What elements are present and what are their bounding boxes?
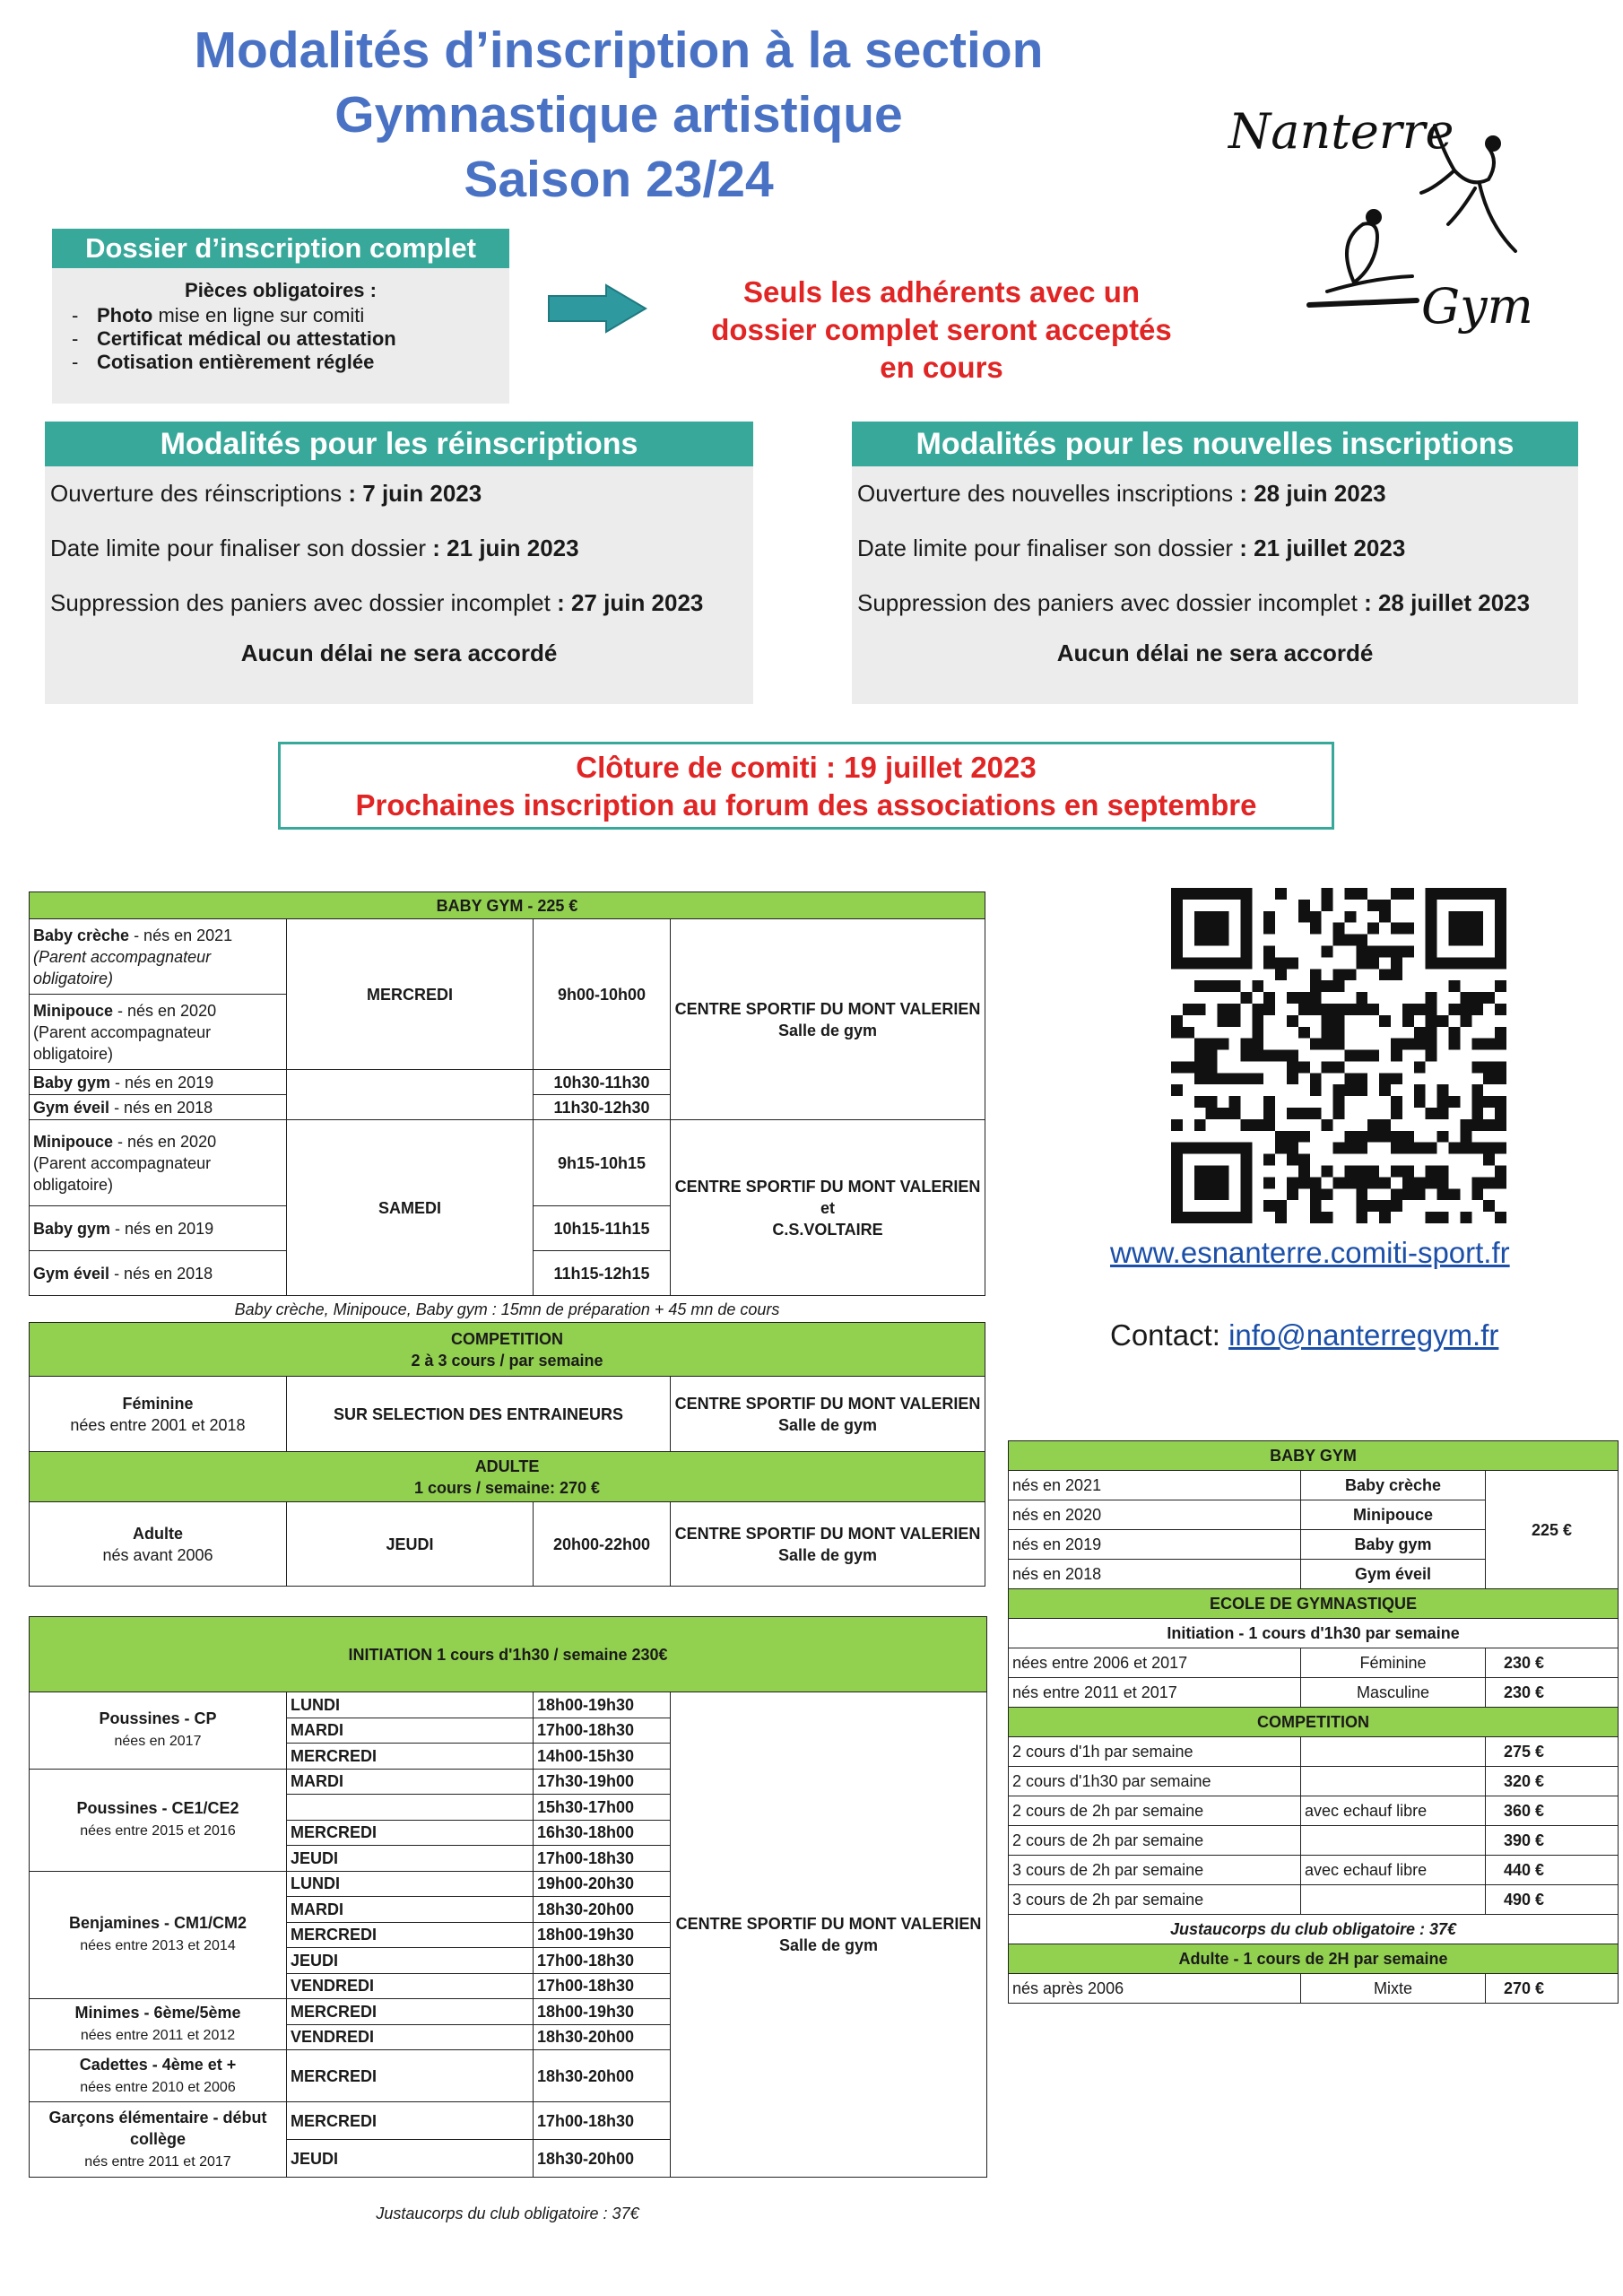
table-cell: 2 cours d'1h30 par semaine (1009, 1767, 1301, 1796)
dossier-subheading: Pièces obligatoires : (185, 279, 377, 301)
day-cell: MERCREDI (287, 1820, 534, 1846)
time-cell: 14h00-15h30 (534, 1744, 671, 1770)
day-cell (287, 1070, 534, 1120)
table-row: nés en 2019 (1009, 1530, 1301, 1560)
table-row: Minipouce - nés en 2020 (Parent accompagnateur obligatoire) (30, 1120, 287, 1206)
price-cell: 360 € (1486, 1796, 1619, 1826)
dossier-item: - Certificat médical ou attestation (72, 327, 396, 350)
table-cell: 2 cours d'1h par semaine (1009, 1737, 1301, 1767)
table-row: nés en 2020 (1009, 1500, 1301, 1530)
day-cell: VENDREDI (287, 1973, 534, 1999)
price-cell: 270 € (1486, 1974, 1619, 2004)
table-row: nés après 2006 (1009, 1974, 1301, 2004)
club-logo (1219, 99, 1569, 350)
price-cell: 230 € (1486, 1678, 1619, 1708)
nouvelles-line: Ouverture des nouvelles inscriptions : 28 juin 2023 (857, 480, 1386, 507)
reinscriptions-footer: Aucun délai ne sera accordé (240, 639, 558, 666)
table-row: Baby crèche - nés en 2021 (Parent accompagnateur obligatoire) (30, 919, 287, 995)
place-cell: CENTRE SPORTIF DU MONT VALERIEN Salle de gym (671, 919, 985, 1120)
time-cell: 20h00-22h00 (534, 1502, 671, 1587)
table-cell: 3 cours de 2h par semaine (1009, 1885, 1301, 1915)
group-cell: Poussines - CE1/CE2 nées entre 2015 et 2016 (30, 1769, 287, 1871)
table-row: Minipouce (1301, 1500, 1486, 1530)
tarifs-justaucorps: Justaucorps du club obligatoire : 37€ (1009, 1915, 1619, 1944)
reinscriptions-line: Date limite pour finaliser son dossier : 21 juin 2023 (50, 535, 579, 561)
page-title (108, 18, 1130, 212)
table-row: Baby gym (1301, 1530, 1486, 1560)
table-cell: avec echauf libre (1301, 1796, 1486, 1826)
time-cell: 17h30-19h00 (534, 1769, 671, 1795)
reinscriptions-panel (45, 422, 753, 704)
table-row: nés en 2018 (1009, 1560, 1301, 1589)
table-row: Minipouce - nés en 2020 (Parent accompagnateur obligatoire) (30, 995, 287, 1070)
dossier-heading: Dossier d’inscription complet (52, 229, 509, 268)
day-cell: JEUDI (287, 2140, 534, 2178)
nouvelles-footer: Aucun délai ne sera accordé (1056, 639, 1374, 666)
day-cell (287, 1795, 534, 1821)
complete-dossier-warning: Seuls les adhérents avec un dossier complet seront acceptés en cours (711, 275, 1172, 384)
nouvelles-heading: Modalités pour les nouvelles inscriptions (852, 422, 1578, 466)
table-row: Baby gym - nés en 2019 (30, 1070, 287, 1095)
baby-gym-header: BABY GYM - 225 € (30, 892, 985, 919)
day-cell: MERCREDI (287, 2050, 534, 2102)
table-row: nées entre 2006 et 2017 (1009, 1648, 1301, 1678)
place-cell: CENTRE SPORTIF DU MONT VALERIEN Salle de gym (671, 1502, 985, 1587)
price-cell: 390 € (1486, 1826, 1619, 1856)
time-cell: 19h00-20h30 (534, 1871, 671, 1897)
contact-email-link[interactable]: info@nanterregym.fr (1228, 1318, 1499, 1352)
time-cell: 17h00-18h30 (534, 1846, 671, 1872)
price-cell: 230 € (1486, 1648, 1619, 1678)
group-cell: Garçons élémentaire - début collège nés entre 2011 et 2017 (30, 2102, 287, 2178)
group-cell: Minimes - 6ème/5ème nées entre 2011 et 2012 (30, 1999, 287, 2050)
contact-line: Contact: info@nanterregym.fr (1110, 1318, 1499, 1352)
price-cell: 275 € (1486, 1737, 1619, 1767)
table-row: nés entre 2011 et 2017 (1009, 1678, 1301, 1708)
table-row (1009, 1767, 1619, 1796)
day-cell: MARDI (287, 1769, 534, 1795)
table-row: Gym éveil - nés en 2018 (30, 1251, 287, 1296)
nouvelles-line: Date limite pour finaliser son dossier : 21 juillet 2023 (857, 535, 1406, 561)
dossier-panel (52, 229, 509, 404)
table-row (1009, 1856, 1619, 1885)
reinscriptions-line: Ouverture des réinscriptions : 7 juin 2023 (50, 480, 482, 507)
initiation-footnote: Justaucorps du club obligatoire : 37€ (376, 2205, 639, 2222)
group-cell: Benjamines - CM1/CM2 nées entre 2013 et 2014 (30, 1871, 287, 1999)
qr-code-icon[interactable] (1171, 888, 1506, 1223)
baby-note: Baby crèche, Minipouce, Baby gym : 15mn de préparation + 45 mn de cours (30, 1296, 985, 1323)
table-row (30, 1692, 987, 1718)
table-cell (1301, 1885, 1486, 1915)
day-cell: MERCREDI (287, 1999, 534, 2025)
time-cell: 10h30-11h30 (534, 1070, 671, 1095)
initiation-header: INITIATION 1 cours d'1h30 / semaine 230€ (30, 1617, 987, 1692)
time-cell: 17h00-18h30 (534, 2102, 671, 2140)
table-cell: 2 cours de 2h par semaine (1009, 1796, 1301, 1826)
tarifs-adulte-header: Adulte - 1 cours de 2H par semaine (1009, 1944, 1619, 1974)
table-row (1009, 1885, 1619, 1915)
nouvelles-panel (852, 422, 1578, 704)
table-row: nés en 2021 (1009, 1471, 1301, 1500)
time-cell: 18h00-19h30 (534, 1999, 671, 2025)
table-row (1009, 1737, 1619, 1767)
time-cell: 9h00-10h00 (534, 919, 671, 1070)
table-cell: avec echauf libre (1301, 1856, 1486, 1885)
time-cell: 17h00-18h30 (534, 1718, 671, 1744)
time-cell: 17h00-18h30 (534, 1973, 671, 1999)
table-cell (1301, 1767, 1486, 1796)
day-cell: MERCREDI (287, 919, 534, 1070)
day-cell: LUNDI (287, 1692, 534, 1718)
table-row: Adulte nés avant 2006 (30, 1502, 287, 1587)
dossier-item: - Cotisation entièrement réglée (72, 351, 375, 373)
day-cell: MERCREDI (287, 1922, 534, 1948)
table-row (1009, 1826, 1619, 1856)
day-cell: MERCREDI (287, 2102, 534, 2140)
price-cell: 490 € (1486, 1885, 1619, 1915)
tarifs-initiation-header: Initiation - 1 cours d'1h30 par semaine (1009, 1619, 1619, 1648)
table-cell: 3 cours de 2h par semaine (1009, 1856, 1301, 1885)
tarifs-table (1008, 1440, 1619, 2004)
tarifs-competition-header: COMPETITION (1009, 1708, 1619, 1737)
baby-price: 225 € (1486, 1471, 1619, 1589)
gymnast-silhouette-icon (1219, 99, 1569, 350)
website-link[interactable]: www.esnanterre.comiti-sport.fr (1110, 1236, 1510, 1269)
time-cell: 9h15-10h15 (534, 1120, 671, 1206)
title-line-2: Gymnastique artistique (334, 86, 903, 144)
selection-cell: SUR SELECTION DES ENTRAINEURS (287, 1377, 671, 1452)
time-cell: 11h15-12h15 (534, 1251, 671, 1296)
day-cell: MERCREDI (287, 1744, 534, 1770)
table-row: Féminine nées entre 2001 et 2018 (30, 1377, 287, 1452)
cloture-notice: Clôture de comiti : 19 juillet 2023 Prochaines inscription au forum des associations en septembre (278, 742, 1334, 830)
time-cell: 18h00-19h30 (534, 1922, 671, 1948)
price-cell: 440 € (1486, 1856, 1619, 1885)
time-cell: 16h30-18h00 (534, 1820, 671, 1846)
table-cell: 2 cours de 2h par semaine (1009, 1826, 1301, 1856)
title-line-1: Modalités d’inscription à la section (194, 22, 1044, 79)
adulte-header: ADULTE 1 cours / semaine: 270 € (30, 1452, 985, 1502)
group-cell: Poussines - CP nées en 2017 (30, 1692, 287, 1770)
day-cell: LUNDI (287, 1871, 534, 1897)
title-line-3: Saison 23/24 (464, 151, 774, 208)
day-cell: MARDI (287, 1897, 534, 1923)
table-row: Féminine (1301, 1648, 1486, 1678)
time-cell: 18h30-20h00 (534, 2050, 671, 2102)
time-cell: 10h15-11h15 (534, 1206, 671, 1251)
tarifs-baby-header: BABY GYM (1009, 1441, 1619, 1471)
day-cell: JEUDI (287, 1846, 534, 1872)
table-row: Masculine (1301, 1678, 1486, 1708)
place-cell: CENTRE SPORTIF DU MONT VALERIEN Salle de gym (671, 1377, 985, 1452)
table-row: Gym éveil (1301, 1560, 1486, 1589)
day-cell: SAMEDI (287, 1120, 534, 1296)
day-cell: JEUDI (287, 1948, 534, 1974)
time-cell: 17h00-18h30 (534, 1948, 671, 1974)
initiation-table (29, 1616, 987, 2178)
table-row (1009, 1796, 1619, 1826)
competition-header: COMPETITION 2 à 3 cours / par semaine (30, 1323, 985, 1377)
day-cell: JEUDI (287, 1502, 534, 1587)
price-cell: 320 € (1486, 1767, 1619, 1796)
time-cell: 18h30-20h00 (534, 2024, 671, 2050)
nouvelles-line: Suppression des paniers avec dossier incomplet : 28 juillet 2023 (857, 589, 1531, 616)
time-cell: 15h30-17h00 (534, 1795, 671, 1821)
place-cell: CENTRE SPORTIF DU MONT VALERIEN et C.S.VOLTAIRE (671, 1120, 985, 1296)
logo-word-nanterre: Nanterre (1228, 103, 1454, 160)
table-row: Gym éveil - nés en 2018 (30, 1095, 287, 1120)
table-cell (1301, 1737, 1486, 1767)
table-cell (1301, 1826, 1486, 1856)
tarifs-ecole-header: ECOLE DE GYMNASTIQUE (1009, 1589, 1619, 1619)
table-row: Baby crèche (1301, 1471, 1486, 1500)
day-cell: VENDREDI (287, 2024, 534, 2050)
place-cell: CENTRE SPORTIF DU MONT VALERIEN Salle de gym (671, 1692, 987, 2178)
dossier-item: - Photo mise en ligne sur comiti (72, 304, 365, 326)
reinscriptions-heading: Modalités pour les réinscriptions (45, 422, 753, 466)
table-row: Baby gym - nés en 2019 (30, 1206, 287, 1251)
arrow-right-icon (547, 283, 647, 334)
time-cell: 18h30-20h00 (534, 1897, 671, 1923)
time-cell: 18h30-20h00 (534, 2140, 671, 2178)
day-cell: MARDI (287, 1718, 534, 1744)
table-row: Mixte (1301, 1974, 1486, 2004)
time-cell: 11h30-12h30 (534, 1095, 671, 1120)
time-cell: 18h00-19h30 (534, 1692, 671, 1718)
logo-word-gym: Gym (1421, 278, 1533, 335)
reinscriptions-line: Suppression des paniers avec dossier incomplet : 27 juin 2023 (50, 589, 704, 616)
schedule-table (29, 891, 985, 1587)
group-cell: Cadettes - 4ème et + nées entre 2010 et 2006 (30, 2050, 287, 2102)
